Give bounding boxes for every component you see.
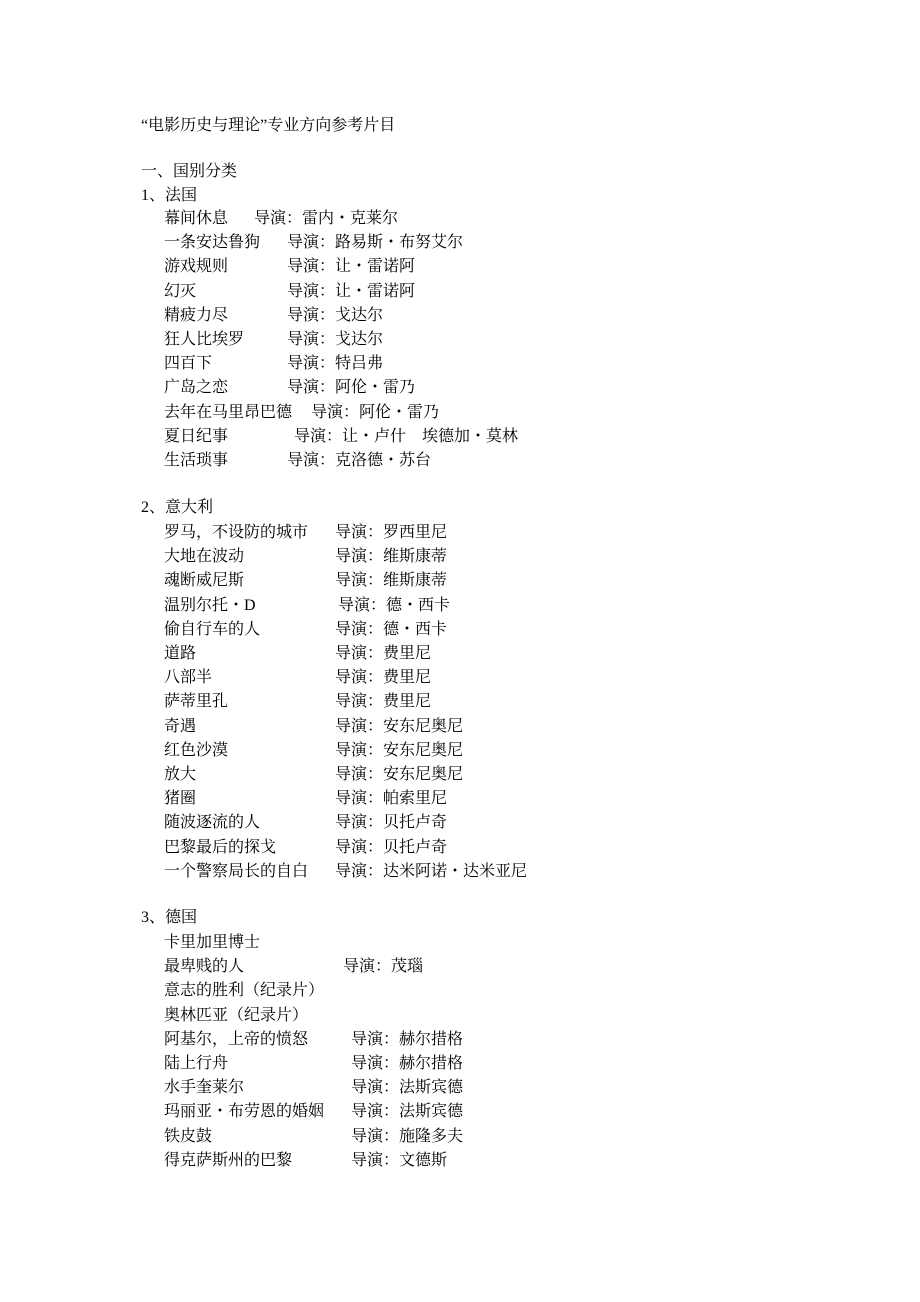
film-title: 铁皮鼓: [164, 1128, 213, 1145]
section-heading: 一、国别分类: [141, 163, 238, 180]
director-label: 导演：: [287, 258, 336, 275]
director-label: 导演：: [287, 379, 336, 396]
film-director: [294, 427, 518, 447]
director-label: 导演：: [335, 814, 384, 831]
film-title: 最卑贱的人: [164, 958, 245, 975]
director-label: 导演：: [335, 621, 384, 638]
film-director: [335, 620, 447, 640]
film-director: [311, 403, 439, 423]
director-label: 导演：: [254, 210, 303, 227]
film-director: [351, 1078, 463, 1098]
film-title: 道路: [164, 645, 197, 662]
director-label: 导演：: [335, 572, 384, 589]
film-director: [335, 862, 527, 882]
director-label: 导演：: [351, 1128, 400, 1145]
director-name: 贝托卢奇: [383, 814, 448, 831]
film-title: 水手奎莱尔: [164, 1079, 245, 1096]
director-label: 导演：: [335, 718, 384, 735]
director-label: 导演：: [351, 1152, 400, 1169]
director-label: 导演：: [287, 331, 336, 348]
film-title: 得克萨斯州的巴黎: [164, 1152, 293, 1169]
film-director: [287, 330, 383, 350]
film-director: [335, 717, 463, 737]
director-name: 安东尼奥尼: [383, 766, 464, 783]
film-director: [351, 1054, 463, 1074]
film-title: 魂断威尼斯: [164, 572, 245, 589]
film-director: [335, 668, 431, 688]
director-name: 戈达尔: [335, 331, 384, 348]
film-title: 狂人比埃罗: [164, 331, 245, 348]
director-name: 雷内・克莱尔: [302, 210, 399, 227]
director-name: 罗西里尼: [383, 524, 448, 541]
director-label: 导演：: [311, 404, 360, 421]
director-name: 路易斯・布努艾尔: [335, 234, 464, 251]
director-name: 维斯康蒂: [383, 572, 448, 589]
film-title: 陆上行舟: [164, 1055, 229, 1072]
film-title: 玛丽亚・布劳恩的婚姻: [164, 1103, 325, 1120]
film-title: 游戏规则: [164, 258, 229, 275]
director-label: 导演：: [335, 524, 384, 541]
director-label: 导演：: [287, 283, 336, 300]
director-name: 特吕弗: [335, 355, 384, 372]
director-label: 导演：: [351, 1103, 400, 1120]
director-label: 导演：: [335, 669, 384, 686]
film-title: 夏日纪事: [164, 428, 229, 445]
film-title: 意志的胜利（纪录片）: [164, 982, 325, 999]
film-title: 随波逐流的人: [164, 814, 261, 831]
film-title: 放大: [164, 766, 197, 783]
film-director: [287, 257, 415, 277]
director-label: 导演：: [335, 645, 384, 662]
film-director: [335, 765, 463, 785]
film-director: [287, 233, 463, 253]
film-title: 去年在马里昂巴德: [164, 404, 293, 421]
director-name: 维斯康蒂: [383, 548, 448, 565]
film-director: [335, 571, 447, 591]
film-title: 罗马，不设防的城市: [164, 524, 309, 541]
director-label: 导演：: [335, 742, 384, 759]
film-director: [335, 813, 447, 833]
film-director: [338, 596, 450, 616]
director-name: 达米阿诺・达米亚尼: [383, 863, 528, 880]
director-label: 导演：: [287, 355, 336, 372]
director-name: 赫尔措格: [399, 1031, 464, 1048]
document-title: “电影历史与理论”专业方向参考片目: [141, 117, 396, 134]
director-name: 让・雷诺阿: [335, 283, 416, 300]
film-title: 广岛之恋: [164, 379, 229, 396]
film-director: [254, 209, 398, 229]
director-label: 导演：: [335, 839, 384, 856]
director-name: 克洛德・苏台: [335, 452, 432, 469]
director-name: 德・西卡: [386, 597, 451, 614]
director-name: 安东尼奥尼: [383, 742, 464, 759]
film-title: 八部半: [164, 669, 213, 686]
director-label: 导演：: [351, 1031, 400, 1048]
film-director: [343, 957, 423, 977]
film-title: 猪圈: [164, 790, 197, 807]
director-label: 导演：: [338, 597, 387, 614]
director-label: 导演：: [343, 958, 392, 975]
director-name: 赫尔措格: [399, 1055, 464, 1072]
film-title: 卡里加里博士: [164, 934, 261, 951]
film-director: [335, 741, 463, 761]
director-name: 安东尼奥尼: [383, 718, 464, 735]
country-heading: 1、法国: [141, 187, 198, 204]
director-name: 德・西卡: [383, 621, 448, 638]
director-name: 阿伦・雷乃: [359, 404, 440, 421]
film-title: 温别尔托・D: [164, 597, 256, 614]
director-label: 导演：: [335, 548, 384, 565]
film-title: 一条安达鲁狗: [164, 234, 261, 251]
film-director: [351, 1127, 463, 1147]
film-title: 偷自行车的人: [164, 621, 261, 638]
film-title: 红色沙漠: [164, 742, 229, 759]
film-director: [335, 523, 447, 543]
film-director: [335, 547, 447, 567]
film-title: 幕间休息: [164, 210, 229, 227]
director-name: 法斯宾德: [399, 1103, 464, 1120]
film-title: 巴黎最后的探戈: [164, 839, 277, 856]
director-name: 文德斯: [399, 1152, 448, 1169]
film-director: [287, 282, 415, 302]
film-title: 精疲力尽: [164, 307, 229, 324]
director-label: 导演：: [294, 428, 343, 445]
film-title: 幻灭: [164, 283, 197, 300]
country-heading: 2、意大利: [141, 499, 214, 516]
film-title: 阿基尔，上帝的愤怒: [164, 1031, 309, 1048]
film-director: [287, 354, 383, 374]
director-label: 导演：: [351, 1079, 400, 1096]
film-director: [351, 1030, 463, 1050]
director-name: 让・雷诺阿: [335, 258, 416, 275]
film-title: 奇遇: [164, 718, 197, 735]
film-director: [335, 644, 431, 664]
film-title: 奥林匹亚（纪录片）: [164, 1007, 309, 1024]
director-name: 法斯宾德: [399, 1079, 464, 1096]
director-name: 让・卢什 埃德加・莫林: [342, 428, 519, 445]
film-director: [287, 306, 383, 326]
film-title: 一个警察局长的自白: [164, 863, 309, 880]
director-name: 费里尼: [383, 645, 432, 662]
film-title: 萨蒂里孔: [164, 693, 229, 710]
director-name: 茂瑙: [391, 958, 424, 975]
director-name: 戈达尔: [335, 307, 384, 324]
film-director: [335, 838, 447, 858]
director-name: 费里尼: [383, 693, 432, 710]
country-heading: 3、德国: [141, 909, 198, 926]
director-label: 导演：: [287, 307, 336, 324]
film-title: 四百下: [164, 355, 213, 372]
film-title: 生活琐事: [164, 452, 229, 469]
film-director: [335, 692, 431, 712]
director-label: 导演：: [287, 234, 336, 251]
film-director: [351, 1151, 447, 1171]
director-label: 导演：: [335, 693, 384, 710]
film-title: 大地在波动: [164, 548, 245, 565]
director-name: 帕索里尼: [383, 790, 448, 807]
director-label: 导演：: [287, 452, 336, 469]
film-director: [335, 789, 447, 809]
director-label: 导演：: [335, 863, 384, 880]
film-director: [287, 378, 415, 398]
director-name: 施隆多夫: [399, 1128, 464, 1145]
director-name: 费里尼: [383, 669, 432, 686]
director-name: 贝托卢奇: [383, 839, 448, 856]
director-label: 导演：: [335, 766, 384, 783]
director-label: 导演：: [351, 1055, 400, 1072]
director-label: 导演：: [335, 790, 384, 807]
film-director: [351, 1102, 463, 1122]
film-director: [287, 451, 431, 471]
director-name: 阿伦・雷乃: [335, 379, 416, 396]
